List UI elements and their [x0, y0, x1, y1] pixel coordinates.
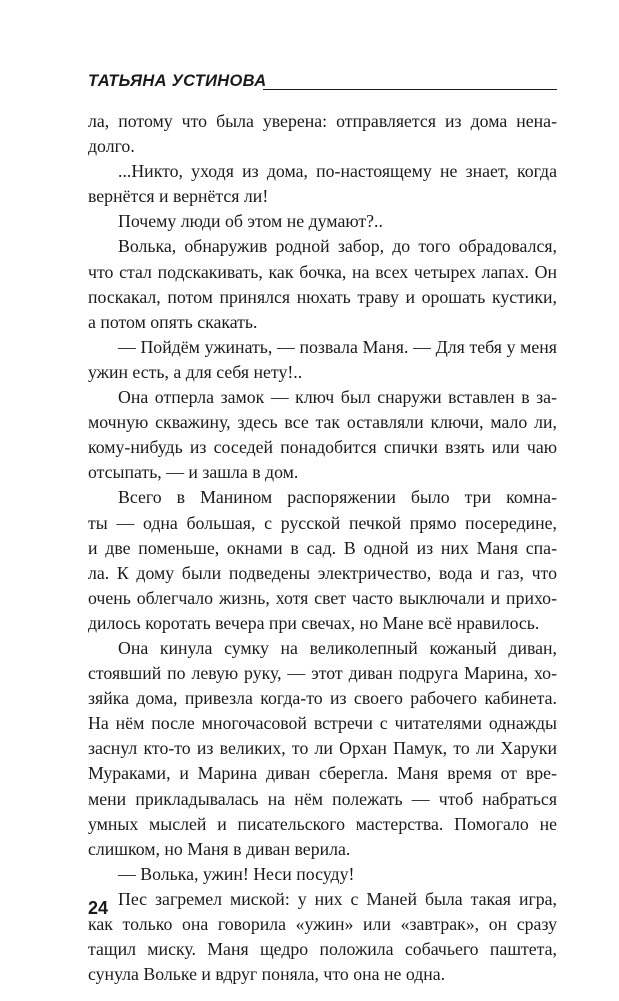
text-line: На нём после многочасовой встречи с читателями однажды — [88, 713, 557, 734]
text-line: Волька, обнаружив родной забор, до того обрадовался, — [118, 236, 557, 257]
text-line: умных мыслей и писательского мастерства. Помогало не — [88, 813, 557, 834]
text-line: вернётся и вернётся ли! — [88, 186, 269, 207]
text-line: мочную скважину, здесь все так оставляли ключи, мало ли, — [88, 412, 557, 433]
text-line: очень облегчало жизнь, хотя свет часто выключали и прихо- — [88, 587, 557, 608]
text-line: как только она говорила «ужин» или «завтрак», он сразу — [88, 914, 557, 934]
text-line: ла, потому что была уверена: отправляется из дома нена- — [88, 111, 557, 131]
text-line: дилось коротать вечера при свечах, но Мане всё нравилось. — [88, 612, 540, 633]
text-line: и две поменьше, окнами в сад. В одной из них Маня спа- — [88, 537, 557, 558]
text-line: долго. — [88, 136, 135, 157]
text-line: отсыпать, — и зашла в дом. — [88, 462, 299, 483]
text-line: Почему люди об этом не думают?.. — [118, 211, 383, 232]
text-line: а потом опять скакать. — [88, 311, 258, 332]
text-line: ты — одна большая, с русской печкой прямо посередине, — [88, 512, 557, 533]
text-line: стоявший по левую руку, — этот диван подруга Марина, хо- — [88, 663, 557, 684]
body-text — [88, 109, 557, 987]
text-line: Всего в Манином распоряжении было три комна- — [118, 487, 557, 508]
author-name: ТАТЬЯНА УСТИНОВА — [88, 72, 267, 90]
text-line: слишком, но Маня в диван верила. — [88, 838, 351, 859]
text-line: Мураками, и Марина диван сберегла. Маня время от вре- — [88, 763, 557, 784]
page-number: 24 — [88, 898, 109, 918]
text-line: поскакал, потом принялся нюхать траву и орошать кустики, — [88, 286, 557, 307]
text-line: ужин есть, а для себя нету!.. — [88, 361, 303, 382]
text-line: — Пойдём ужинать, — позвала Маня. — Для тебя у меня — [118, 336, 557, 357]
text-line: Она отперла замок — ключ был снаружи вставлен в за- — [118, 387, 557, 408]
header-rule — [263, 89, 557, 90]
text-line: ла. К дому были подведены электричество, вода и газ, что — [88, 562, 557, 583]
text-line: зяйка дома, привезла когда-то из своего рабочего кабинета. — [88, 688, 557, 709]
text-line: что стал подскакивать, как бочка, на всех четырех лапах. Он — [88, 261, 557, 282]
text-line: кому-нибудь из соседей понадобится спички взять или чаю — [88, 437, 557, 458]
text-line: тащил миску. Маня щедро положила собачьего паштета, — [88, 939, 557, 960]
text-line: сунула Вольке и вдруг поняла, что она не одна. — [88, 964, 446, 985]
running-head — [88, 70, 558, 94]
text-line: заснул кто-то из великих, то ли Орхан Памук, то ли Харуки — [88, 738, 557, 759]
text-line: — Волька, ужин! Неси посуду! — [118, 863, 355, 884]
text-line: ...Никто, уходя из дома, по-настоящему не знает, когда — [118, 161, 557, 182]
text-line: Пес загремел миской: у них с Маней была такая игра, — [118, 888, 557, 909]
text-line: мени прикладывалась на нём полежать — чтоб набраться — [88, 788, 557, 809]
text-line: Она кинула сумку на великолепный кожаный диван, — [118, 637, 557, 658]
